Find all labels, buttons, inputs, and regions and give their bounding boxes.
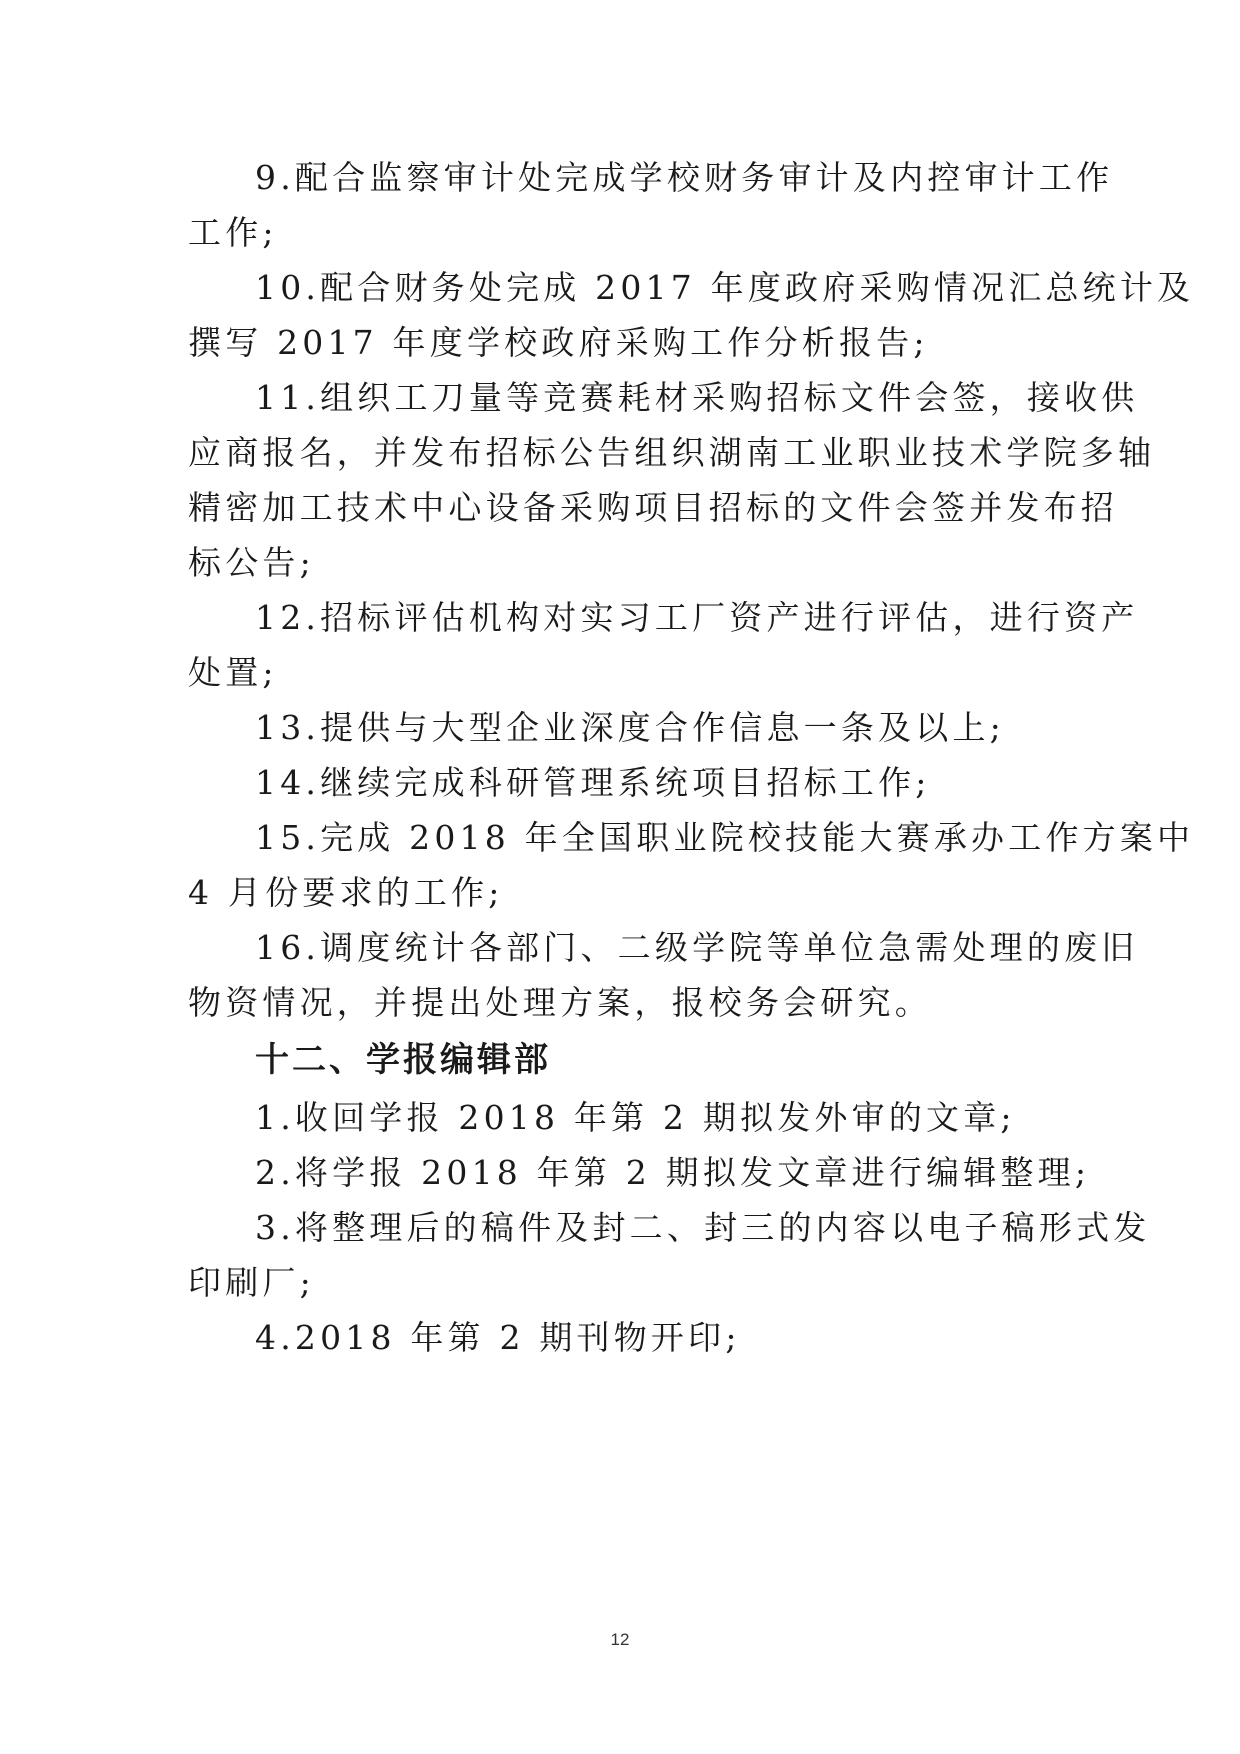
item-14-line-1: 14.继续完成科研管理系统项目招标工作; <box>255 763 931 802</box>
page-number: 12 <box>610 1630 630 1649</box>
section-item-1-line-1: 1.收回学报 2018 年第 2 期拟发外审的文章; <box>255 1098 1016 1137</box>
section-heading: 十二、学报编辑部 <box>255 1040 551 1080</box>
item-12-line-1: 12.招标评估机构对实习工厂资产进行评估，进行资产 <box>255 598 1139 637</box>
section-item-3-line-1: 3.将整理后的稿件及封二、封三的内容以电子稿形式发 <box>255 1208 1151 1247</box>
item-15-line-1: 15.完成 2018 年全国职业院校技能大赛承办工作方案中 <box>255 818 1195 857</box>
item-15-line-2: 4 月份要求的工作; <box>188 873 504 912</box>
item-11-line-2: 应商报名，并发布招标公告组织湖南工业职业技术学院多轴 <box>188 433 1156 472</box>
item-9-line-2: 工作; <box>188 213 278 252</box>
item-11-line-4: 标公告; <box>188 543 315 582</box>
item-11-line-1: 11.组织工刀量等竞赛耗材采购招标文件会签，接收供 <box>255 378 1139 417</box>
item-12-line-2: 处置; <box>188 653 278 692</box>
item-11-line-3: 精密加工技术中心设备采购项目招标的文件会签并发布招 <box>188 488 1118 527</box>
item-13-line-1: 13.提供与大型企业深度合作信息一条及以上; <box>255 708 1005 747</box>
item-10-line-2: 撰写 2017 年度学校政府采购工作分析报告; <box>188 323 929 362</box>
section-item-2-line-1: 2.将学报 2018 年第 2 期拟发文章进行编辑整理; <box>255 1153 1091 1192</box>
item-16-line-1: 16.调度统计各部门、二级学院等单位急需处理的废旧 <box>255 928 1139 967</box>
section-item-4-line-1: 4.2018 年第 2 期刊物开印; <box>255 1318 741 1357</box>
section-item-3-line-2: 印刷厂; <box>188 1263 315 1302</box>
item-16-line-2: 物资情况，并提出处理方案，报校务会研究。 <box>188 983 932 1022</box>
item-9-line-1: 9.配合监察审计处完成学校财务审计及内控审计工作 <box>255 158 1114 197</box>
item-10-line-1: 10.配合财务处完成 2017 年度政府采购情况汇总统计及 <box>255 268 1195 307</box>
